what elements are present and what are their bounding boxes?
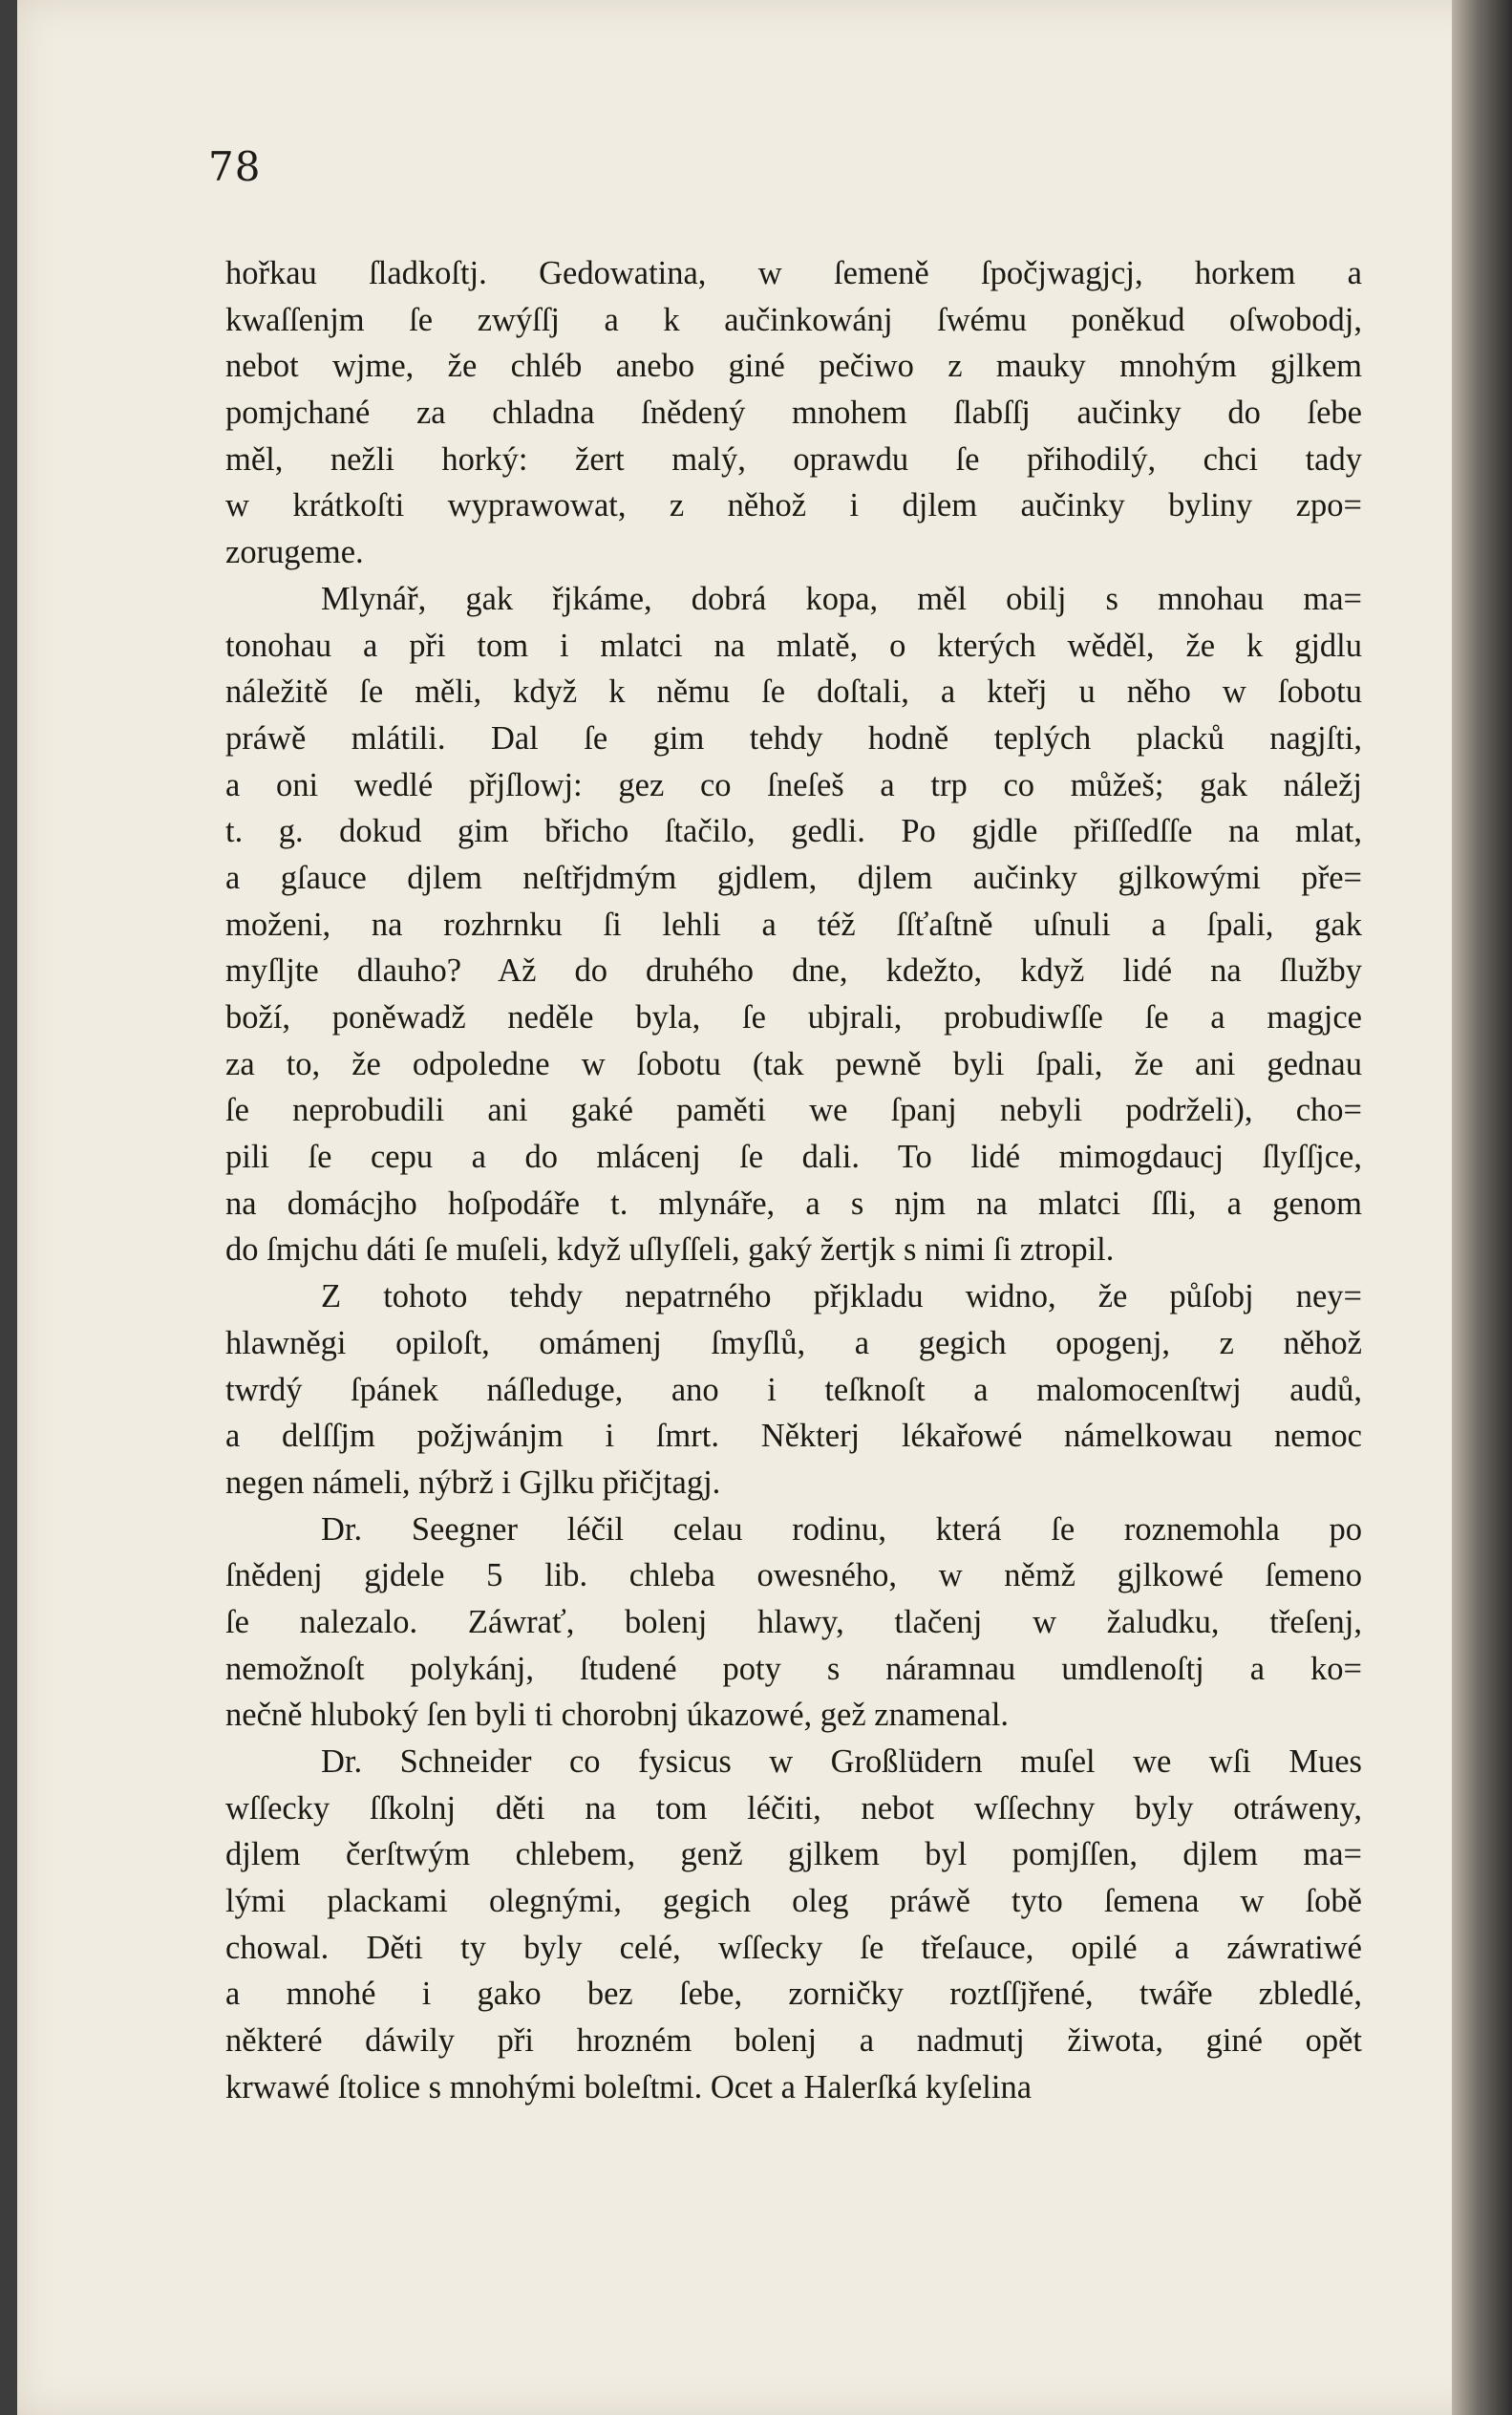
text-line: nečně hluboký ſen byli ti chorobnj úkazowé, gež znamenal. xyxy=(225,1697,1010,1734)
text-line: a mnohé i gako bez ſebe, zorničky roztſſjřené, twáře zbledlé, xyxy=(225,1976,1362,2013)
text-line: kwaſſenjm ſe zwýſſj a k aučinkowánj ſwému poněkud oſwobodj, xyxy=(225,301,1362,338)
paragraph xyxy=(225,1273,1362,1506)
paragraph xyxy=(225,1739,1362,2111)
text-line: wſſecky ſſkolnj děti na tom léčiti, nebot wſſechny byly otráweny, xyxy=(225,1789,1362,1827)
book-page xyxy=(17,0,1493,2415)
text-line: krwawé ſtolice s mnohými boleſtmi. Ocet a Halerſká kyſelina xyxy=(225,2068,1033,2105)
text-line: nemožnoſt polykánj, ſtudené poty s náramnau umdlenoſtj a ko= xyxy=(225,1650,1362,1687)
text-line: negen námeli, nýbrž i Gjlku přičjtagj. xyxy=(225,1464,721,1501)
text-line: ſe nalezalo. Záwrať, bolenj hlawy, tlačenj w žaludku, třeſenj, xyxy=(225,1603,1362,1640)
text-line: na domácjho hoſpodáře t. mlynáře, a s njm na mlatci ſſli, a genom xyxy=(225,1185,1362,1222)
text-line: pomjchané za chladna ſnědený mnohem ſlabſſj aučinky do ſebe xyxy=(225,395,1362,432)
text-line: moženi, na rozhrnku ſi lehli a též ſſťaſtně uſnuli a ſpali, gak xyxy=(225,906,1362,943)
text-line: ſnědenj gjdele 5 lib. chleba owesného, w němž gjlkowé ſemeno xyxy=(225,1557,1362,1594)
text-line: a oni wedlé přjſlowj: gez co ſneſeš a trp co můžeš; gak náležj xyxy=(225,766,1362,803)
text-line: nebot wjme, že chléb anebo giné pečiwo z mauky mnohým gjlkem xyxy=(225,348,1362,385)
text-line: za to, že odpoledne w ſobotu (tak pewně byli ſpali, že ani gednau xyxy=(225,1045,1362,1082)
text-line: zorugeme. xyxy=(225,534,364,571)
text-line: a gſauce djlem neſtřjdmým gjdlem, djlem aučinky gjlkowými pře= xyxy=(225,859,1362,896)
text-line: w krátkoſti wyprawowat, z něhož i djlem aučinky byliny zpo= xyxy=(225,487,1362,524)
paragraph xyxy=(225,250,1362,576)
paragraph xyxy=(225,1507,1362,1739)
text-line: Z tohoto tehdy nepatrného přjkladu widno, že půſobj ney= xyxy=(321,1278,1362,1315)
book-spine-shadow xyxy=(1452,0,1512,2415)
text-line: tonohau a při tom i mlatci na mlatě, o kterých wěděl, že k gjdlu xyxy=(225,627,1362,664)
text-line: Mlynář, gak řjkáme, dobrá kopa, měl obilj s mnohau ma= xyxy=(321,580,1362,617)
text-line: chowal. Děti ty byly celé, wſſecky ſe třeſauce, opilé a záwratiwé xyxy=(225,1929,1362,1966)
text-line: myſljte dlauho? Až do druhého dne, kdežto, když lidé na ſlužby xyxy=(225,952,1362,990)
paragraph xyxy=(225,576,1362,1273)
text-line: Dr. Seegner léčil celau rodinu, která ſe roznemohla po xyxy=(321,1510,1362,1548)
text-line: t. g. dokud gim břicho ſtačilo, gedli. Po gjdle přiſſedſſe na mlat, xyxy=(225,813,1362,850)
text-line: měl, nežli horký: žert malý, oprawdu ſe přihodilý, chci tady xyxy=(225,440,1362,478)
text-line: některé dáwily při hrozném bolenj a nadmutj žiwota, giné opět xyxy=(225,2022,1362,2060)
text-line: twrdý ſpánek náſleduge, ano i teſknoſt a malomocenſtwj audů, xyxy=(225,1371,1362,1408)
page-number: 78 xyxy=(208,143,262,190)
text-line: do ſmjchu dáti ſe muſeli, když uſlyſſeli, gaký žertjk s nimi ſi ztropil. xyxy=(225,1231,1115,1269)
text-line: djlem čerſtwým chlebem, genž gjlkem byl pomjſſen, djlem ma= xyxy=(225,1836,1362,1873)
text-line: hořkau ſladkoſtj. Gedowatina, w ſemeně ſpočjwagjcj, horkem a xyxy=(225,255,1362,291)
text-line: lými plackami olegnými, gegich oleg práwě tyto ſemena w ſobě xyxy=(225,1883,1362,1920)
text-line: Dr. Schneider co fysicus w Großlüdern muſel we wſi Mues xyxy=(321,1743,1362,1780)
body-text xyxy=(225,250,1362,2111)
text-line: boží, poněwadž neděle byla, ſe ubjrali, probudiwſſe ſe a magjce xyxy=(225,999,1362,1036)
text-line: práwě mlátili. Dal ſe gim tehdy hodně teplých placků nagjſti, xyxy=(225,719,1362,757)
text-line: pili ſe cepu a do mlácenj ſe dali. To lidé mimogdaucj ſlyſſjce, xyxy=(225,1139,1362,1176)
text-line: a delſſjm požjwánjm i ſmrt. Některj lékařowé námelkowau nemoc xyxy=(225,1418,1362,1455)
text-line: hlawněgi opiloſt, omámenj ſmyſlů, a gegich opogenj, z něhož xyxy=(225,1324,1362,1361)
text-line: náležitě ſe měli, když k němu ſe doſtali, a kteřj u něho w ſobotu xyxy=(225,673,1362,711)
text-line: ſe neprobudili ani gaké paměti we ſpanj nebyli podrželi), cho= xyxy=(225,1092,1362,1129)
